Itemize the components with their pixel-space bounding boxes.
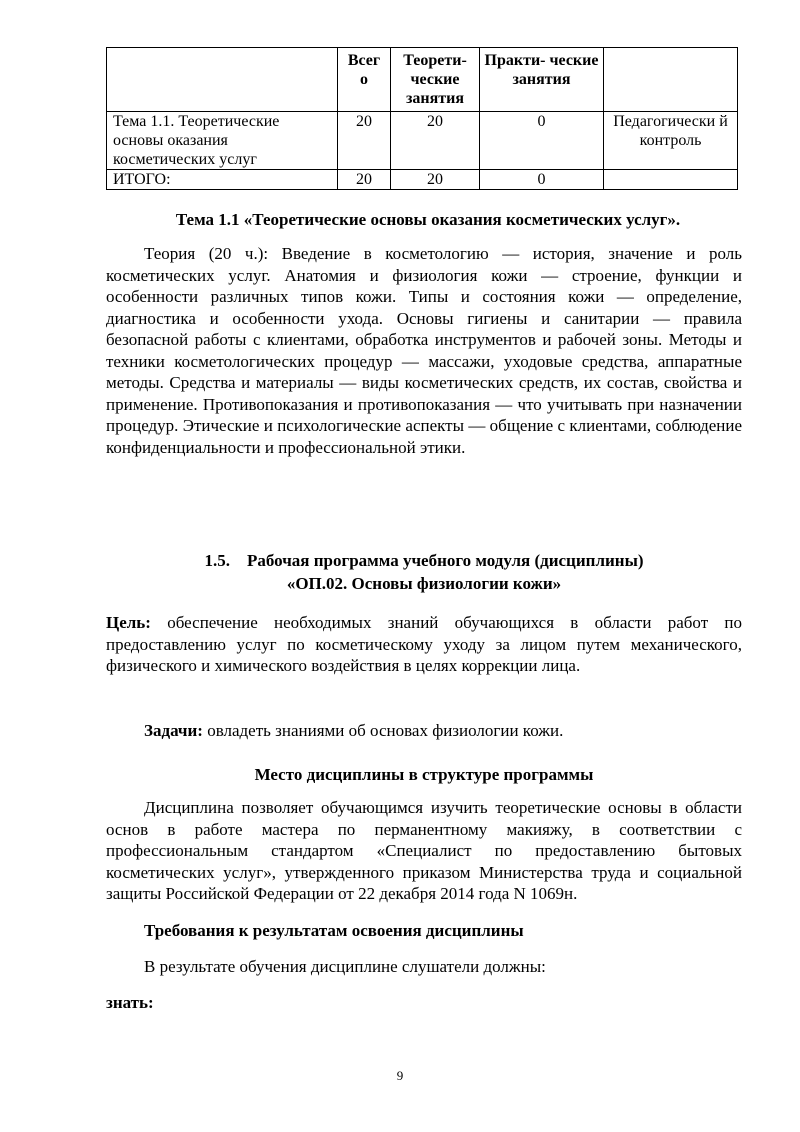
table-cell: 20 [338, 170, 391, 190]
table-cell: 20 [391, 112, 480, 170]
header-cell-practice: Практи- ческие занятия [480, 48, 604, 112]
table-cell: Педагогически й контроль [604, 112, 738, 170]
hours-table [106, 47, 738, 190]
topic-body: Теория (20 ч.): Введение в косметологию — история, значение и роль косметических услуг. Анатомия и физиология кожи — строение, функции и особенности различных типов кожи. Типы и состояния кожи — определение, диагностика и особенности ухода. Основы гигиены и санитарии — правила безопасной работы с клиентами, обработка инструментов и рабочей зоны. Методы и техники косметологических процедур — массажи, уходовые средства, аппаратные методы. Средства и материалы — виды косметических средств, их состав, свойства и применение. Противопоказания и противопоказания — что учитывать при назначении процедур. Этические и психологические аспекты — общение с клиентами, соблюдение конфиденциальности и профессиональной этики. [106, 244, 742, 457]
goal-paragraph [106, 612, 742, 677]
table-cell [604, 170, 738, 190]
table-cell: 20 [338, 112, 391, 170]
table-row [107, 112, 738, 170]
header-cell-topic [107, 48, 338, 112]
topic-heading: Тема 1.1 «Теоретические основы оказания косметических услуг». [175, 210, 681, 229]
requirements-heading: Требования к результатам освоения дисциплины [144, 921, 524, 940]
table-cell: ИТОГО: [107, 170, 338, 190]
know-label: знать: [106, 993, 154, 1012]
goal-text: обеспечение необходимых знаний обучающихся в области работ по предоставлению услуг по косметическому уходу за лицом путем механического, физического и химического воздействия в целях коррекции лица. [106, 613, 742, 675]
tasks-text: овладеть знаниями об основах физиологии кожи. [202, 721, 564, 740]
header-cell-control [604, 48, 738, 112]
page-number: 9 [396, 1068, 404, 1083]
place-heading: Место дисциплины в структуре программы [254, 765, 594, 784]
tasks-label: Задачи: [144, 721, 203, 740]
table-row-total [107, 170, 738, 190]
header-cell-theory: Теорети- ческие занятия [391, 48, 480, 112]
table-header-row [107, 48, 738, 112]
table-cell: 20 [391, 170, 480, 190]
tasks-paragraph [106, 720, 742, 742]
place-paragraph: Дисциплина позволяет обучающимся изучить теоретические основы в области основ в работе мастера по перманентному макияжу, в соответствии с профессиональным стандартом «Специалист по предоставлению бытовых косметических услуг», утвержденного приказом Министерства труда и социальной защиты Российской Федерации от 22 декабря 2014 года N 1069н. [106, 798, 742, 903]
requirements-text: В результате обучения дисциплине слушатели должны: [144, 957, 546, 976]
goal-label: Цель: [106, 613, 151, 632]
section-heading-line1: 1.5. Рабочая программа учебного модуля (дисциплины) [204, 551, 644, 570]
header-cell-total: Всег о [338, 48, 391, 112]
table-cell: 0 [480, 170, 604, 190]
table-cell: 0 [480, 112, 604, 170]
table-cell: Тема 1.1. Теоретические основы оказания косметических услуг [107, 112, 338, 170]
section-heading-line2: «ОП.02. Основы физиологии кожи» [286, 574, 562, 593]
